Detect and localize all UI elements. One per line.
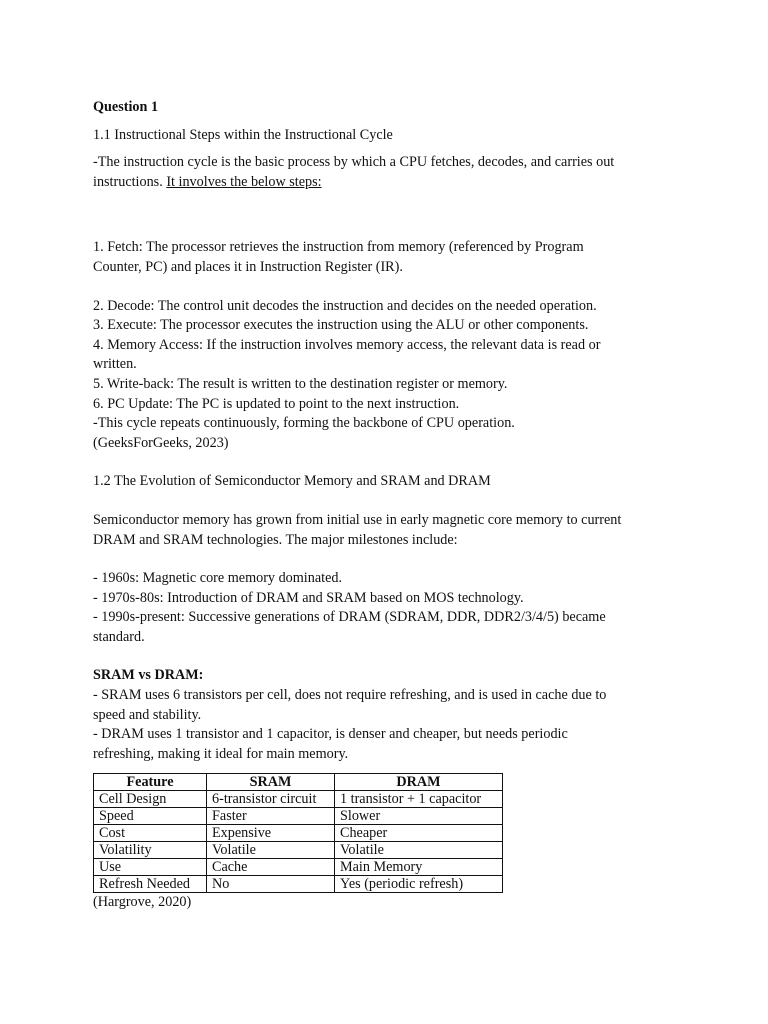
document-page (93, 98, 683, 913)
milestone-1990s-line-1: - 1990s-present: Successive generations of DRAM (SDRAM, DDR, DDR2/3/4/5) became (93, 609, 606, 626)
step-memory-access-line-1: 4. Memory Access: If the instruction involves memory access, the relevant data is read or (93, 336, 601, 353)
citation-hargrove: (Hargrove, 2020) (93, 894, 192, 911)
dram-desc-line-2: refreshing, making it ideal for main memory. (93, 745, 349, 762)
question-title: Question 1 (93, 99, 159, 115)
table-cell-sram: No (207, 876, 335, 893)
table-cell-feature: Volatility (94, 842, 207, 859)
intro-line-2 (93, 173, 683, 193)
milestone-1970s-80s: - 1970s-80s: Introduction of DRAM and SRAM based on MOS technology. (93, 589, 524, 606)
dram-desc-line-1: - DRAM uses 1 transistor and 1 capacitor, is denser and cheaper, but needs periodic (93, 726, 568, 743)
table-cell-feature: Refresh Needed (94, 876, 207, 893)
table-row (94, 808, 503, 825)
sram-desc-line-2: speed and stability. (93, 706, 202, 723)
table-row (94, 825, 503, 842)
table-cell-dram: 1 transistor + 1 capacitor (335, 791, 503, 808)
table-row (94, 876, 503, 893)
section-1-2-heading: 1.2 The Evolution of Semiconductor Memory and SRAM and DRAM (93, 473, 491, 490)
table-cell-feature: Use (94, 859, 207, 876)
table-cell-sram: Cache (207, 859, 335, 876)
milestone-1990s-line-2: standard. (93, 628, 145, 645)
milestone-1960s: - 1960s: Magnetic core memory dominated. (93, 570, 343, 587)
step-pc-update: 6. PC Update: The PC is updated to point to the next instruction. (93, 395, 460, 412)
table-row (94, 859, 503, 876)
step-memory-access-line-2: written. (93, 356, 137, 373)
table-cell-feature: Speed (94, 808, 207, 825)
step-fetch-line-2: Counter, PC) and places it in Instruction Register (IR). (93, 258, 403, 275)
step-decode: 2. Decode: The control unit decodes the instruction and decides on the needed operation. (93, 297, 597, 314)
memory-para-line-2: DRAM and SRAM technologies. The major milestones include: (93, 531, 458, 548)
sram-desc-line-1: - SRAM uses 6 transistors per cell, does not require refreshing, and is used in cache due to (93, 687, 607, 704)
table-cell-sram: Faster (207, 808, 335, 825)
intro-underlined-text: It involves the below steps: (166, 173, 322, 190)
table-cell-dram: Volatile (335, 842, 503, 859)
comparison-table (93, 773, 503, 893)
table-cell-dram: Slower (335, 808, 503, 825)
table-cell-dram: Cheaper (335, 825, 503, 842)
table-cell-feature: Cost (94, 825, 207, 842)
table-header-feature: Feature (94, 774, 207, 791)
intro-line-1: -The instruction cycle is the basic process by which a CPU fetches, decodes, and carries out (93, 154, 615, 171)
table-row (94, 791, 503, 808)
sram-vs-dram-heading: SRAM vs DRAM: (93, 667, 204, 684)
citation-geeksforgeeks: (GeeksForGeeks, 2023) (93, 434, 229, 451)
table-cell-dram: Yes (periodic refresh) (335, 876, 503, 893)
table-header-dram: DRAM (335, 774, 503, 791)
cycle-repeats-note: -This cycle repeats continuously, forming the backbone of CPU operation. (93, 415, 515, 432)
table-row (94, 842, 503, 859)
table-cell-dram: Main Memory (335, 859, 503, 876)
table-cell-sram: Expensive (207, 825, 335, 842)
intro-line-2-text: instructions. (93, 173, 167, 190)
step-execute: 3. Execute: The processor executes the instruction using the ALU or other components. (93, 317, 589, 334)
table-cell-sram: Volatile (207, 842, 335, 859)
step-write-back: 5. Write-back: The result is written to the destination register or memory. (93, 375, 508, 392)
section-1-1-heading: 1.1 Instructional Steps within the Instructional Cycle (93, 126, 393, 143)
memory-para-line-1: Semiconductor memory has grown from initial use in early magnetic core memory to current (93, 511, 622, 528)
table-cell-feature: Cell Design (94, 791, 207, 808)
table-header-row (94, 774, 503, 791)
table-header-sram: SRAM (207, 774, 335, 791)
step-fetch-line-1: 1. Fetch: The processor retrieves the instruction from memory (referenced by Program (93, 239, 584, 256)
table-cell-sram: 6-transistor circuit (207, 791, 335, 808)
